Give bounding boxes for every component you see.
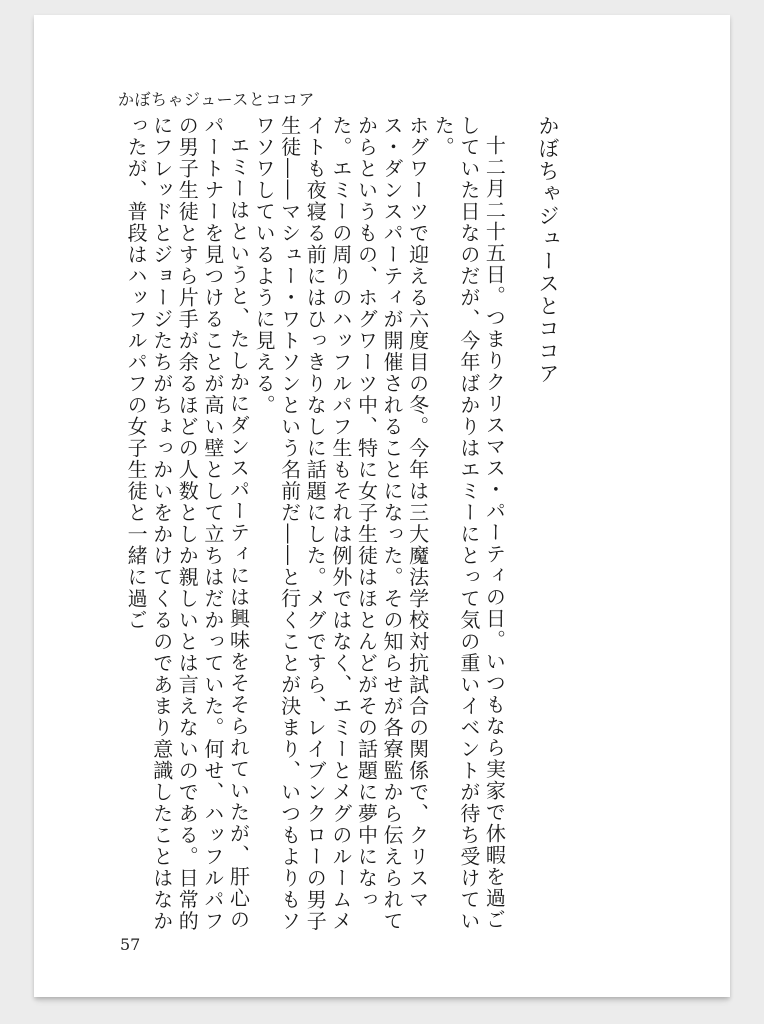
vertical-text-block [124,115,560,945]
chapter-title: かぼちゃジュースとココア [536,115,560,385]
running-header: かぼちゃジュースとココア [118,90,315,109]
paragraph-1: 十二月二十五日。つまりクリスマス・パーティの日。いつもなら実家で休暇を過ごしていた日なのだが、今年ばかりはエミーにとって気の重いイベントが待ち受けていた。 [431,115,507,932]
paragraph-2: ホグワーツで迎える六度目の冬。今年は三大魔法学校対抗試合の関係で、クリスマス・ダンスパーティが開催されることになった。その知らせが各寮監から伝えられてからというもの、ホグワーツ中、特に女子生徒はほとんどがその話題に夢中になった。エミーの周りのハッフルパフ生もそれは例外ではなく、エミーとメグのルームメイトも夜寝る前にはひっきりなしに話題にした。メグですら、レイブンクローの男子生徒――マシュー・ワトソンという名前だ――と行くことが決まり、いつもよりもソワソワしているように見える。 [252,115,430,932]
book-page [34,15,730,997]
paragraph-3: エミーはというと、たしかにダンスパーティには興味をそそられていたが、肝心のパートナーを見つけることが高い壁として立ちはだかっていた。何せ、ハッフルパフの男子生徒とすら片手が余るほどの人数としか親しいとは言えないのである。日常的にフレッドとジョージたちがちょっかいをかけてくるのであまり意識したことはなかったが、普段はハッフルパフの女子生徒と一緒に過ご [124,115,251,932]
page-number: 57 [120,935,141,954]
